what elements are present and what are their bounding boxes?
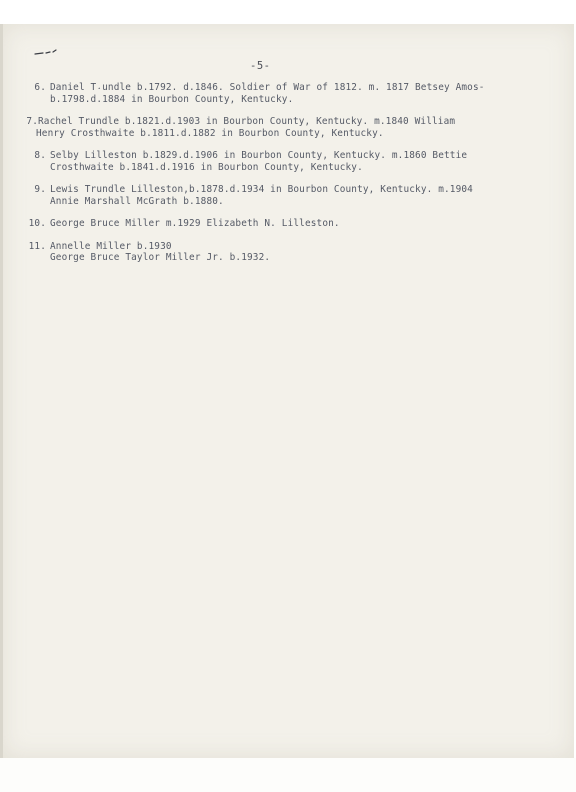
entry-line: Rachel Trundle b.1821.d.1903 in Bourbon County, Kentucky. m.1840 William: [38, 116, 456, 127]
entry-number: 7.: [26, 116, 38, 127]
list-item: [18, 150, 558, 173]
entry-line: Selby Lilleston b.1829.d.1906 in Bourbon County, Kentucky. m.1860 Bettie: [50, 150, 468, 161]
page-left-edge: [0, 24, 3, 758]
entry-line: b.1798.d.1884 in Bourbon County, Kentucky.: [50, 93, 294, 105]
page-bottom-margin: [0, 758, 576, 792]
list-item: [18, 116, 558, 139]
list-item: [18, 82, 558, 105]
entry-number: 9.: [34, 184, 46, 195]
entry-line: Crosthwaite b.1841.d.1916 in Bourbon County, Kentucky.: [50, 161, 363, 173]
list-item: [18, 241, 558, 264]
entry-number: 6.: [34, 82, 46, 93]
entry-line: Daniel T˔undle b.1792. d.1846. Soldier of War of 1812. m. 1817 Betsey Amos-: [50, 82, 485, 93]
pencil-mark: [34, 48, 70, 56]
entry-number: 11.: [28, 240, 46, 252]
entry-line: George Bruce Taylor Miller Jr. b.1932.: [50, 252, 271, 263]
entry-line: George Bruce Miller m.1929 Elizabeth N. Lilleston.: [50, 218, 340, 229]
page-number: -5-: [250, 60, 271, 72]
entry-line: Lewis Trundle Lilleston,b.1878.d.1934 in Bourbon County, Kentucky. m.1904: [50, 184, 473, 195]
genealogy-list: [18, 82, 558, 275]
entry-number: 8.: [34, 150, 46, 161]
entry-line: Annie Marshall McGrath b.1880.: [50, 195, 224, 207]
entry-line: Annelle Miller b.1930: [50, 240, 172, 252]
list-item: [18, 218, 558, 230]
entry-number: 10.: [28, 218, 46, 229]
list-item: [18, 184, 558, 207]
entry-line: Henry Crosthwaite b.1811.d.1882 in Bourbon County, Kentucky.: [36, 127, 384, 139]
